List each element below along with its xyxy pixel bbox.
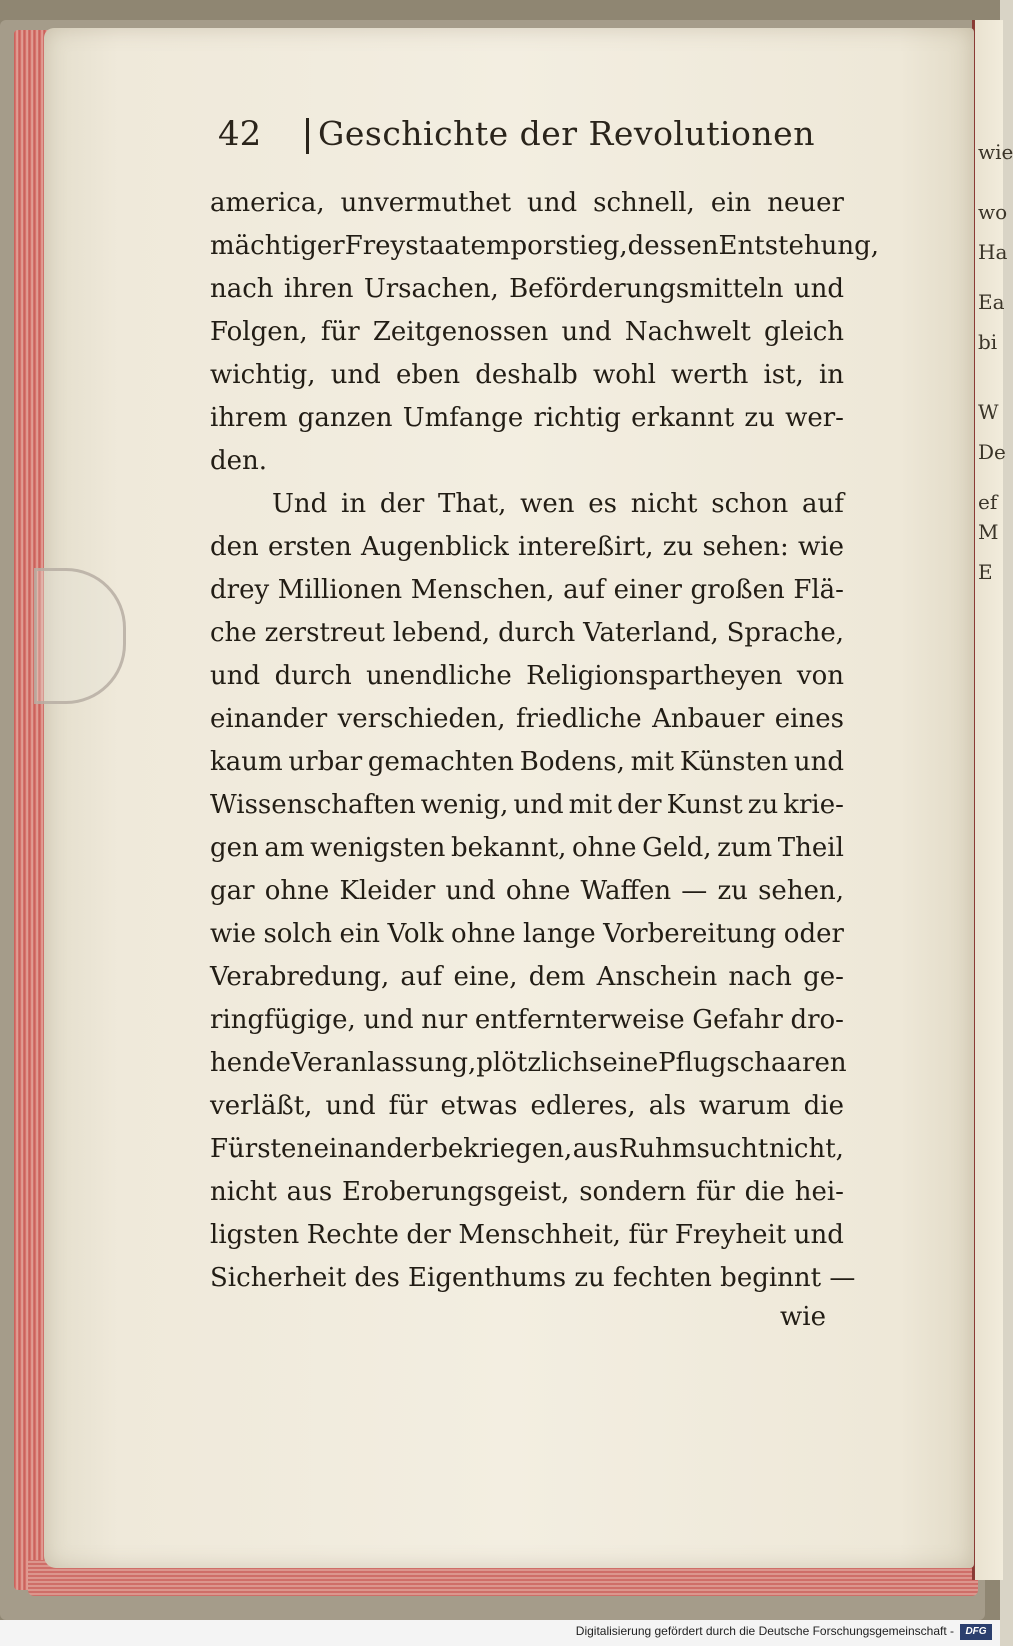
text-line: mächtiger Freystaat emporstieg, dessen Entstehung,: [210, 231, 880, 261]
text-line: ihrem ganzen Umfange richtig erkannt zu wer-: [210, 403, 844, 433]
funding-credit: Digitalisierung gefördert durch die Deutsche Forschungsgemeinschaft -: [575, 1624, 954, 1638]
text-line: wichtig, und eben deshalb wohl werth ist, in: [210, 360, 844, 390]
page-clip: [34, 568, 126, 704]
text-line: gen am wenigsten bekannt, ohne Geld, zum Theil: [210, 833, 844, 863]
running-head: Geschichte der Revolutionen: [318, 114, 815, 153]
text-line: Wissenschaften wenig, und mit der Kunst zu krie-: [210, 790, 844, 820]
text-line: ligsten Rechte der Menschheit, für Freyheit und: [210, 1220, 844, 1250]
facing-page-fragment: W: [978, 400, 999, 424]
text-line: einander verschieden, friedliche Anbauer eines: [210, 704, 844, 734]
facing-page-fragment: wie: [978, 140, 1013, 164]
text-line: america, unvermuthet und schnell, ein neuer: [210, 188, 844, 218]
text-line: Und in der That, wen es nicht schon auf: [272, 489, 844, 519]
text-line: verläßt, und für etwas edleres, als warum die: [210, 1091, 844, 1121]
text-line: wie solch ein Volk ohne lange Vorbereitung oder: [210, 919, 844, 949]
text-line: Folgen, für Zeitgenossen und Nachwelt gleich: [210, 317, 844, 347]
page-number: 42: [218, 114, 262, 154]
facing-page-fragment: M: [978, 520, 999, 544]
text-line: kaum urbar gemachten Bodens, mit Künsten und: [210, 747, 844, 777]
text-line: nicht aus Eroberungsgeist, sondern für die hei-: [210, 1177, 844, 1207]
text-line: Sicherheit des Eigenthums zu fechten beginnt —: [210, 1263, 856, 1293]
text-line: nach ihren Ursachen, Beförderungsmitteln und: [210, 274, 844, 304]
text-line: Verabredung, auf eine, dem Anschein nach ge-: [210, 962, 844, 992]
text-line: hende Veranlassung, plötzlich seine Pflugschaaren: [210, 1048, 847, 1078]
text-line: und durch unendliche Religionspartheyen von: [210, 661, 844, 691]
text-line: che zerstreut lebend, durch Vaterland, Sprache,: [210, 618, 844, 648]
catchword: wie: [780, 1302, 826, 1332]
text-line: gar ohne Kleider und ohne Waffen — zu sehen,: [210, 876, 844, 906]
text-line: drey Millionen Menschen, auf einer großen Flä-: [210, 575, 844, 605]
footer-bar: [0, 1620, 1000, 1646]
facing-page-fragment: Ea: [978, 290, 1005, 314]
facing-page-fragment: bi: [978, 330, 998, 354]
facing-page-fragment: Ha: [978, 240, 1008, 264]
facing-page-fragment: ef: [978, 490, 998, 514]
facing-page-fragment: De: [978, 440, 1006, 464]
page-header: [218, 108, 815, 164]
text-line: ringfügige, und nur entfernterweise Gefahr dro-: [210, 1005, 844, 1035]
text-line: den ersten Augenblick intereßirt, zu sehen: wie: [210, 532, 844, 562]
dfg-logo: DFG: [960, 1624, 992, 1640]
text-line: Fürsten einander bekriegen, aus Ruhmsucht nicht,: [210, 1134, 844, 1164]
facing-page-fragment: wo: [978, 200, 1008, 224]
facing-page-fragment: E: [978, 560, 993, 584]
body-text: [210, 182, 880, 1300]
text-line: den.: [210, 446, 268, 476]
